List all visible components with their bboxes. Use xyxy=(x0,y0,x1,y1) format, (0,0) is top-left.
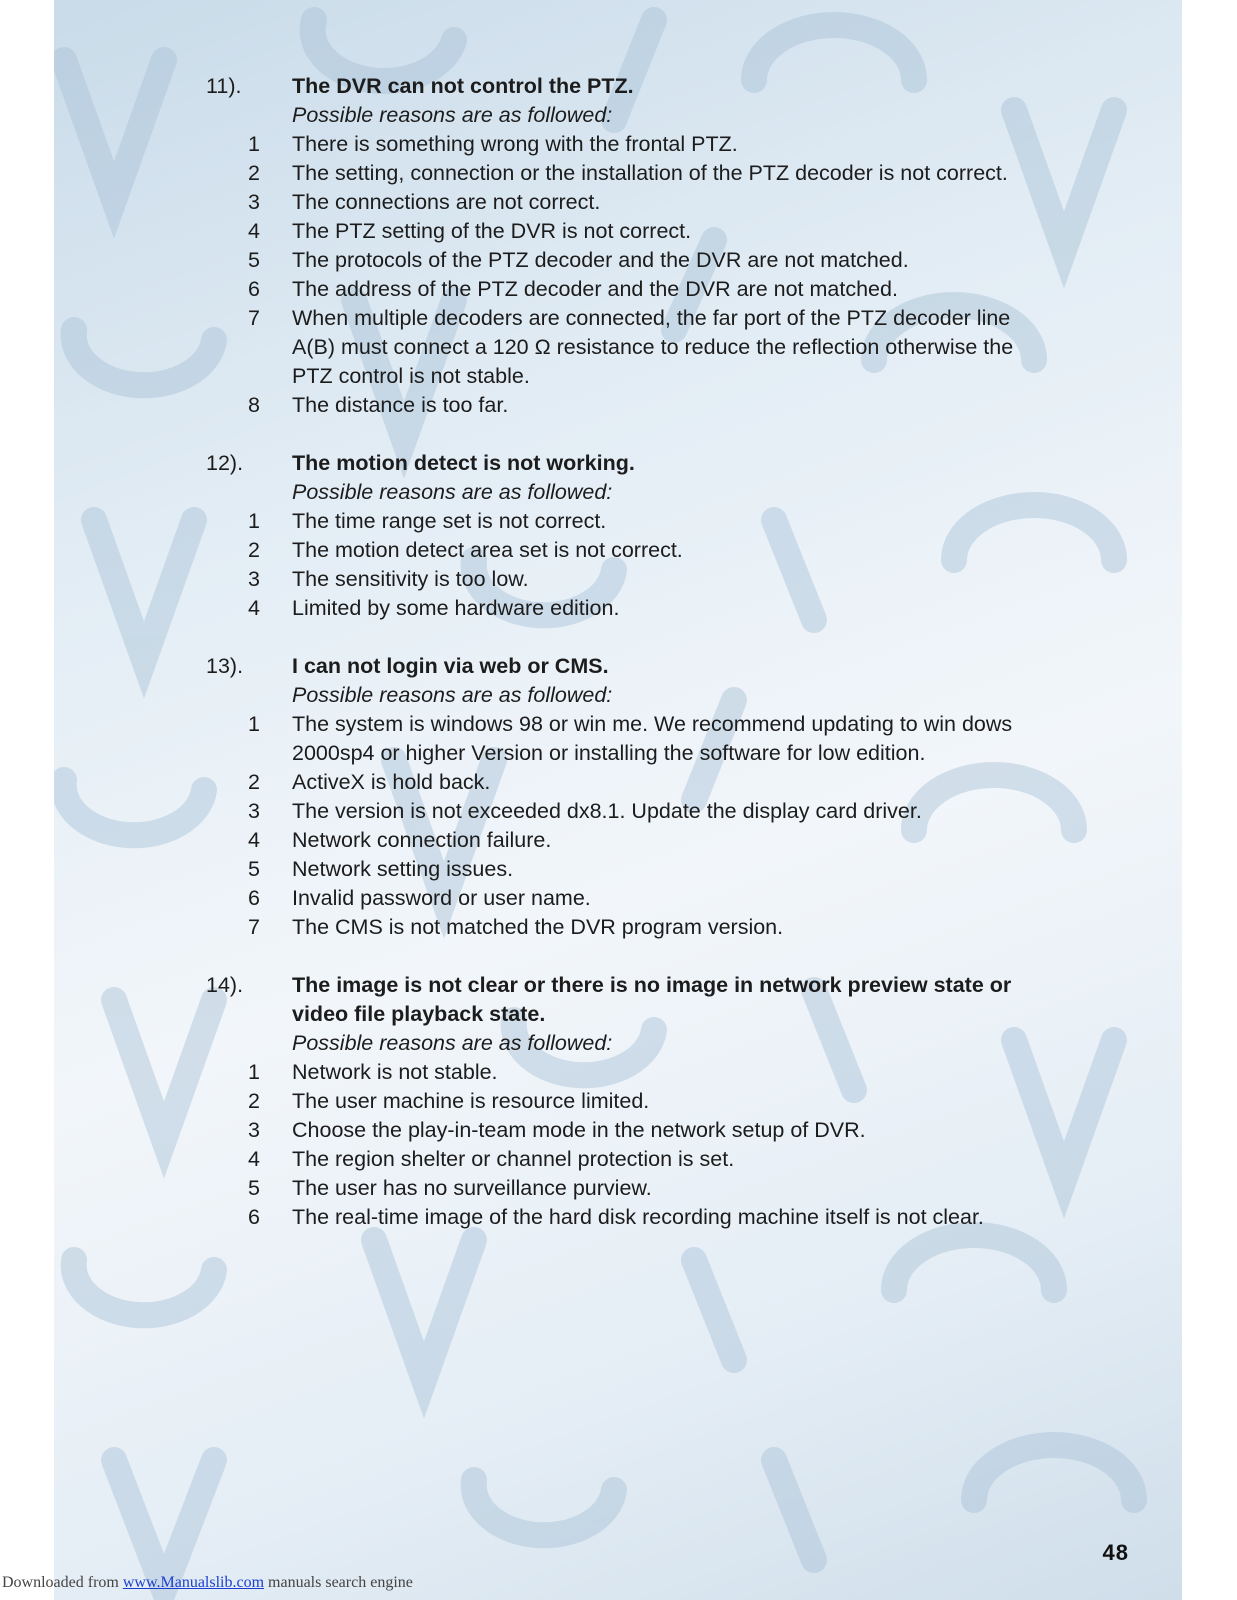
item-number: 1 xyxy=(248,1060,260,1084)
item-text: The address of the PTZ decoder and the DVR are not matched. xyxy=(292,277,898,301)
manualslib-link[interactable]: www.Manualslib.com xyxy=(122,1574,265,1591)
item-number: 3 xyxy=(248,190,260,214)
download-footer xyxy=(2,1574,413,1592)
item-number: 1 xyxy=(248,509,260,533)
item-text: The protocols of the PTZ decoder and the DVR are not matched. xyxy=(292,248,909,272)
item-number: 6 xyxy=(248,1205,260,1229)
list-item xyxy=(206,1203,1036,1232)
list-item xyxy=(206,275,1036,304)
section-title: The motion detect is not working. xyxy=(292,451,635,475)
section-14 xyxy=(206,971,1036,1232)
section-title: The DVR can not control the PTZ. xyxy=(292,74,634,98)
item-number: 4 xyxy=(248,1147,260,1171)
item-number: 4 xyxy=(248,219,260,243)
item-text: Limited by some hardware edition. xyxy=(292,596,620,620)
item-text: ActiveX is hold back. xyxy=(292,770,491,794)
item-number: 2 xyxy=(248,161,260,185)
item-text: The setting, connection or the installation of the PTZ decoder is not correct. xyxy=(292,161,1008,185)
item-text: The system is windows 98 or win me. We recommend updating to win dows 2000sp4 or higher Version or installing the software for low edition. xyxy=(292,712,1013,765)
item-text: Invalid password or user name. xyxy=(292,886,591,910)
item-number: 4 xyxy=(248,596,260,620)
list-item xyxy=(206,159,1036,188)
item-number: 2 xyxy=(248,770,260,794)
item-number: 6 xyxy=(248,886,260,910)
list-item xyxy=(206,130,1036,159)
section-12 xyxy=(206,449,1036,623)
list-item xyxy=(206,565,1036,594)
item-text: There is something wrong with the frontal PTZ. xyxy=(292,132,738,156)
section-title: I can not login via web or CMS. xyxy=(292,654,609,678)
item-text: The region shelter or channel protection is set. xyxy=(292,1147,735,1171)
item-number: 7 xyxy=(248,915,260,939)
list-item xyxy=(206,826,1036,855)
list-item xyxy=(206,391,1036,420)
list-item xyxy=(206,913,1036,942)
item-number: 2 xyxy=(248,538,260,562)
item-text: Network is not stable. xyxy=(292,1060,498,1084)
item-text: The user has no surveillance purview. xyxy=(292,1176,652,1200)
item-number: 3 xyxy=(248,1118,260,1142)
list-item xyxy=(206,768,1036,797)
list-item xyxy=(206,507,1036,536)
section-number: 11). xyxy=(206,74,242,98)
section-number: 14). xyxy=(206,973,244,997)
list-item xyxy=(206,217,1036,246)
item-number: 5 xyxy=(248,857,260,881)
section-subtitle: Possible reasons are as followed: xyxy=(292,103,613,127)
item-number: 5 xyxy=(248,248,260,272)
list-item xyxy=(206,1174,1036,1203)
section-number: 12). xyxy=(206,451,244,475)
item-number: 3 xyxy=(248,799,260,823)
page-number: 48 xyxy=(1102,1540,1129,1565)
item-text: Network connection failure. xyxy=(292,828,552,852)
item-text: The distance is too far. xyxy=(292,393,509,417)
item-text: The CMS is not matched the DVR program version. xyxy=(292,915,784,939)
item-number: 1 xyxy=(248,712,260,736)
item-number: 2 xyxy=(248,1089,260,1113)
footer-prefix: Downloaded from xyxy=(2,1574,123,1591)
list-item xyxy=(206,1116,1036,1145)
list-item xyxy=(206,1058,1036,1087)
item-text: The real-time image of the hard disk recording machine itself is not clear. xyxy=(292,1205,984,1229)
list-item xyxy=(206,797,1036,826)
item-text: When multiple decoders are connected, the far port of the PTZ decoder line A(B) must connect a 120 Ω resistance to reduce the reflection otherwise the PTZ control is not stable. xyxy=(292,306,1014,388)
item-text: Choose the play-in-team mode in the network setup of DVR. xyxy=(292,1118,866,1142)
item-text: The version is not exceeded dx8.1. Update the display card driver. xyxy=(292,799,922,823)
item-number: 7 xyxy=(248,306,260,330)
item-number: 3 xyxy=(248,567,260,591)
section-subtitle: Possible reasons are as followed: xyxy=(292,683,613,707)
list-item xyxy=(206,710,1036,768)
item-text: The connections are not correct. xyxy=(292,190,601,214)
list-item xyxy=(206,855,1036,884)
item-number: 4 xyxy=(248,828,260,852)
list-item xyxy=(206,1087,1036,1116)
item-number: 5 xyxy=(248,1176,260,1200)
item-text: The PTZ setting of the DVR is not correct. xyxy=(292,219,692,243)
footer-suffix: manuals search engine xyxy=(264,1574,413,1591)
list-item xyxy=(206,188,1036,217)
list-item xyxy=(206,884,1036,913)
section-11 xyxy=(206,72,1036,420)
item-number: 6 xyxy=(248,277,260,301)
list-item xyxy=(206,1145,1036,1174)
section-subtitle: Possible reasons are as followed: xyxy=(292,480,613,504)
item-text: Network setting issues. xyxy=(292,857,514,881)
item-text: The time range set is not correct. xyxy=(292,509,607,533)
section-number: 13). xyxy=(206,654,244,678)
list-item xyxy=(206,594,1036,623)
item-text: The user machine is resource limited. xyxy=(292,1089,650,1113)
item-number: 1 xyxy=(248,132,260,156)
item-text: The motion detect area set is not correct. xyxy=(292,538,683,562)
item-number: 8 xyxy=(248,393,260,417)
section-subtitle: Possible reasons are as followed: xyxy=(292,1031,613,1055)
section-13 xyxy=(206,652,1036,942)
troubleshooting-content xyxy=(206,72,1036,1261)
section-title: The image is not clear or there is no image in network preview state or video file playback state. xyxy=(292,973,1012,1026)
list-item xyxy=(206,536,1036,565)
item-text: The sensitivity is too low. xyxy=(292,567,529,591)
list-item xyxy=(206,304,1036,391)
list-item xyxy=(206,246,1036,275)
